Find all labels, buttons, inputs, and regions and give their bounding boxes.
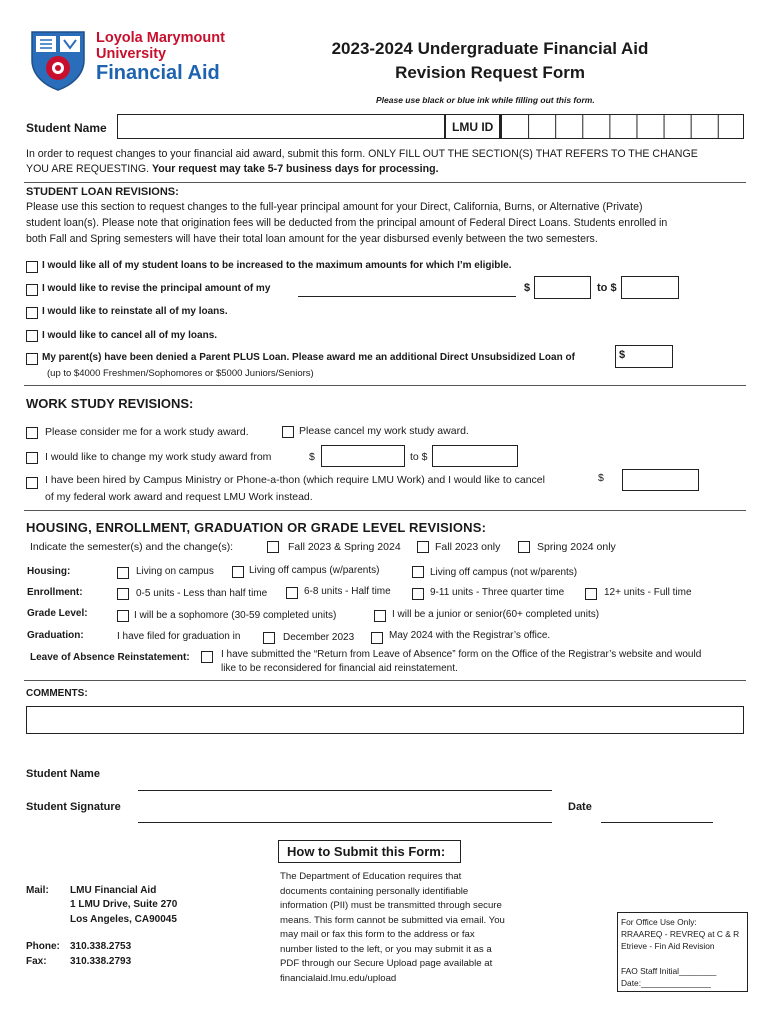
loa-label: Leave of Absence Reinstatement: xyxy=(30,652,190,663)
work-to-amount[interactable] xyxy=(432,445,518,467)
loan-plus-dollar: $ xyxy=(619,349,626,361)
sig-date-label: Date xyxy=(568,801,592,813)
loan-desc-1: Please use this section to request changes to the full-year principal amount for your Direct, California, Burns, or Alternative (Private) xyxy=(26,201,643,213)
off-no-parents-checkbox[interactable] xyxy=(412,566,424,578)
sem-fall-label: Fall 2023 only xyxy=(435,541,501,553)
office-staff-initial: FAO Staff Initial________ xyxy=(621,966,717,976)
work-heading: WORK STUDY REVISIONS: xyxy=(26,396,194,411)
work-hired-label-2: of my federal work award and request LMU Work instead. xyxy=(45,491,313,503)
junior-label: I will be a junior or senior(60+ completed units) xyxy=(392,609,600,620)
sig-name-label: Student Name xyxy=(26,768,100,780)
sem-fall-checkbox[interactable] xyxy=(417,541,429,553)
submit-body-line: means. This form cannot be submitted via email. You xyxy=(280,914,505,926)
junior-checkbox[interactable] xyxy=(374,610,386,622)
submit-body-line: documents containing personally identifiable xyxy=(280,885,469,897)
submit-body-line: financialaid.lmu.edu/upload xyxy=(280,972,397,984)
loan-max-checkbox[interactable] xyxy=(26,261,38,273)
work-change-checkbox[interactable] xyxy=(26,452,38,464)
loan-to-dollar: to $ xyxy=(597,282,617,294)
divider-1 xyxy=(24,182,746,183)
submit-body-line: PDF through our Secure Upload page available at xyxy=(280,958,493,969)
housing-label: Housing: xyxy=(27,566,71,577)
form-title-2: Revision Request Form xyxy=(395,63,585,82)
loan-to-amount[interactable] xyxy=(621,276,679,299)
loan-cancel-checkbox[interactable] xyxy=(26,330,38,342)
ink-instruction: Please use black or blue ink while filling out this form. xyxy=(376,95,595,105)
office-use-box xyxy=(617,912,748,992)
enrollment-label: Enrollment: xyxy=(27,587,83,598)
address-line-2: 1 LMU Drive, Suite 270 xyxy=(70,899,178,910)
sem-both-checkbox[interactable] xyxy=(267,541,279,553)
loan-plus-label: My parent(s) have been denied a Parent PLUS Loan. Please award me an additional Direct Unsubsidized Loan of xyxy=(42,352,575,363)
work-hired-checkbox[interactable] xyxy=(26,477,38,489)
work-cancel-checkbox[interactable] xyxy=(282,426,294,438)
divider-2 xyxy=(24,385,746,386)
units-9-11-label: 9-11 units - Three quarter time xyxy=(430,587,565,598)
brand-name-2: University xyxy=(96,46,167,62)
sophomore-label: I will be a sophomore (30-59 completed units) xyxy=(134,610,337,621)
loan-cancel-label: I would like to cancel all of my loans. xyxy=(42,330,218,341)
dec-2023-label: December 2023 xyxy=(283,632,355,643)
submit-body xyxy=(280,870,505,986)
units-12-label: 12+ units - Full time xyxy=(604,587,692,598)
work-to-dollar: to $ xyxy=(410,451,428,463)
sem-spring-label: Spring 2024 only xyxy=(537,541,616,553)
lmu-id-field[interactable] xyxy=(500,114,744,139)
shield-icon xyxy=(30,30,86,92)
intro-processing-time: Your request may take 5-7 business days for processing. xyxy=(151,163,439,175)
may-2024-label: May 2024 with the Registrar’s office. xyxy=(389,630,551,641)
phone-number: 310.338.2753 xyxy=(70,941,132,952)
address-line-3: Los Angeles, CA90045 xyxy=(70,914,177,925)
loa-text-1: I have submitted the “Return from Leave of Absence” form on the Office of the Registrar’s website and would xyxy=(221,649,702,660)
work-from-amount[interactable] xyxy=(321,445,405,467)
submit-body-line: The Department of Education requires that xyxy=(280,871,462,882)
sig-signature-label: Student Signature xyxy=(26,801,121,813)
submit-body-line: number listed to the left, or you may submit it as a xyxy=(280,943,492,955)
loan-plus-checkbox[interactable] xyxy=(26,353,38,365)
graduation-label: Graduation: xyxy=(27,630,84,641)
on-campus-label: Living on campus xyxy=(136,566,214,577)
units-12-checkbox[interactable] xyxy=(585,588,597,600)
sophomore-checkbox[interactable] xyxy=(117,610,129,622)
grade-label: Grade Level: xyxy=(27,608,88,619)
loan-reinstate-checkbox[interactable] xyxy=(26,307,38,319)
loan-desc-2: student loan(s). Please note that origination fees will be deducted from the principal amount of Federal Direct Loans. Students enrolled in xyxy=(26,217,668,229)
brand-dept: Financial Aid xyxy=(96,62,220,84)
units-9-11-checkbox[interactable] xyxy=(412,588,424,600)
loan-max-label: I would like all of my student loans to be increased to the maximum amounts for which I’m eligible. xyxy=(42,260,512,271)
units-6-8-checkbox[interactable] xyxy=(286,587,298,599)
lmu-id-label: LMU ID xyxy=(452,120,494,134)
loan-plus-note: (up to $4000 Freshmen/Sophomores or $5000 Juniors/Seniors) xyxy=(47,368,314,379)
loan-revise-label: I would like to revise the principal amount of my xyxy=(42,283,271,294)
loa-checkbox[interactable] xyxy=(201,651,213,663)
submit-heading-box xyxy=(278,840,461,863)
off-parents-checkbox[interactable] xyxy=(232,566,244,578)
work-from-dollar: $ xyxy=(309,451,315,463)
loan-desc-3: both Fall and Spring semesters will have their total loan amount for the year disbursed evenly between the two semesters. xyxy=(26,233,598,245)
semester-instruction: Indicate the semester(s) and the change(s): xyxy=(30,541,234,553)
fax-number: 310.338.2793 xyxy=(70,956,132,967)
work-consider-checkbox[interactable] xyxy=(26,427,38,439)
off-no-parents-label: Living off campus (not w/parents) xyxy=(430,567,578,578)
graduation-filed-label: I have filed for graduation in xyxy=(117,631,241,642)
student-name-label: Student Name xyxy=(26,121,107,135)
office-use-title: For Office Use Only: xyxy=(621,917,697,927)
work-consider-label: Please consider me for a work study award. xyxy=(45,426,249,438)
intro-line-2-text: YOU ARE REQUESTING. xyxy=(26,163,150,175)
work-hired-dollar: $ xyxy=(598,472,604,484)
phone-label: Phone: xyxy=(26,941,60,952)
sig-signature-line[interactable] xyxy=(138,808,552,823)
housing-heading: HOUSING, ENROLLMENT, GRADUATION OR GRADE LEVEL REVISIONS: xyxy=(26,520,487,535)
divider-3 xyxy=(24,510,746,511)
office-use-line-3: Etrieve - Fin Aid Revision xyxy=(621,941,715,951)
office-use-line-2: RRAAREQ - REVREQ at C & R xyxy=(621,929,740,939)
submit-body-line: may mail or fax this form to the address or fax xyxy=(280,929,475,940)
comments-field[interactable] xyxy=(26,706,744,734)
on-campus-checkbox[interactable] xyxy=(117,567,129,579)
sem-both-label: Fall 2023 & Spring 2024 xyxy=(288,541,401,553)
loa-text-2: like to be reconsidered for financial aid reinstatement. xyxy=(221,663,458,674)
loan-reinstate-label: I would like to reinstate all of my loans. xyxy=(42,306,228,317)
units-0-5-label: 0-5 units - Less than half time xyxy=(136,588,268,599)
student-name-field[interactable] xyxy=(117,114,445,139)
lmu-id-label-box xyxy=(445,114,500,139)
mail-label: Mail: xyxy=(26,885,49,896)
off-parents-label: Living off campus (w/parents) xyxy=(249,565,380,576)
office-date: Date:_______________ xyxy=(621,978,711,988)
sig-name-line[interactable] xyxy=(138,776,552,791)
loan-type-line[interactable] xyxy=(298,282,516,297)
loan-heading: STUDENT LOAN REVISIONS: xyxy=(26,186,179,198)
comments-label: COMMENTS: xyxy=(26,688,88,699)
loan-from-dollar: $ xyxy=(524,282,531,294)
address-line-1: LMU Financial Aid xyxy=(70,885,157,896)
intro-line-1: In order to request changes to your financial aid award, submit this form. ONLY FILL OUT THE SECTION(S) THAT REFERS TO THE CHANGE xyxy=(26,148,698,160)
intro-line-2 xyxy=(26,163,439,175)
units-0-5-checkbox[interactable] xyxy=(117,588,129,600)
work-cancel-label: Please cancel my work study award. xyxy=(299,425,469,437)
form-title-1: 2023-2024 Undergraduate Financial Aid xyxy=(331,39,649,58)
sem-spring-checkbox[interactable] xyxy=(518,541,530,553)
work-change-label: I would like to change my work study award from xyxy=(45,451,272,463)
submit-body-line: information (PII) must be transmitted through secure xyxy=(280,900,502,911)
work-hired-amount[interactable] xyxy=(622,469,699,491)
lmu-logo xyxy=(30,30,230,96)
brand-name-1: Loyola Marymount xyxy=(96,30,225,46)
loan-from-amount[interactable] xyxy=(534,276,591,299)
loan-plus-amount[interactable] xyxy=(615,345,673,368)
may-2024-checkbox[interactable] xyxy=(371,632,383,644)
dec-2023-checkbox[interactable] xyxy=(263,632,275,644)
units-6-8-label: 6-8 units - Half time xyxy=(304,586,391,597)
fax-label: Fax: xyxy=(26,956,47,967)
loan-revise-checkbox[interactable] xyxy=(26,284,38,296)
work-hired-label-1: I have been hired by Campus Ministry or Phone-a-thon (which require LMU Work) and I would like to cancel xyxy=(45,474,545,486)
sig-date-line[interactable] xyxy=(601,808,713,823)
divider-4 xyxy=(24,680,746,681)
submit-heading: How to Submit this Form: xyxy=(287,844,446,859)
